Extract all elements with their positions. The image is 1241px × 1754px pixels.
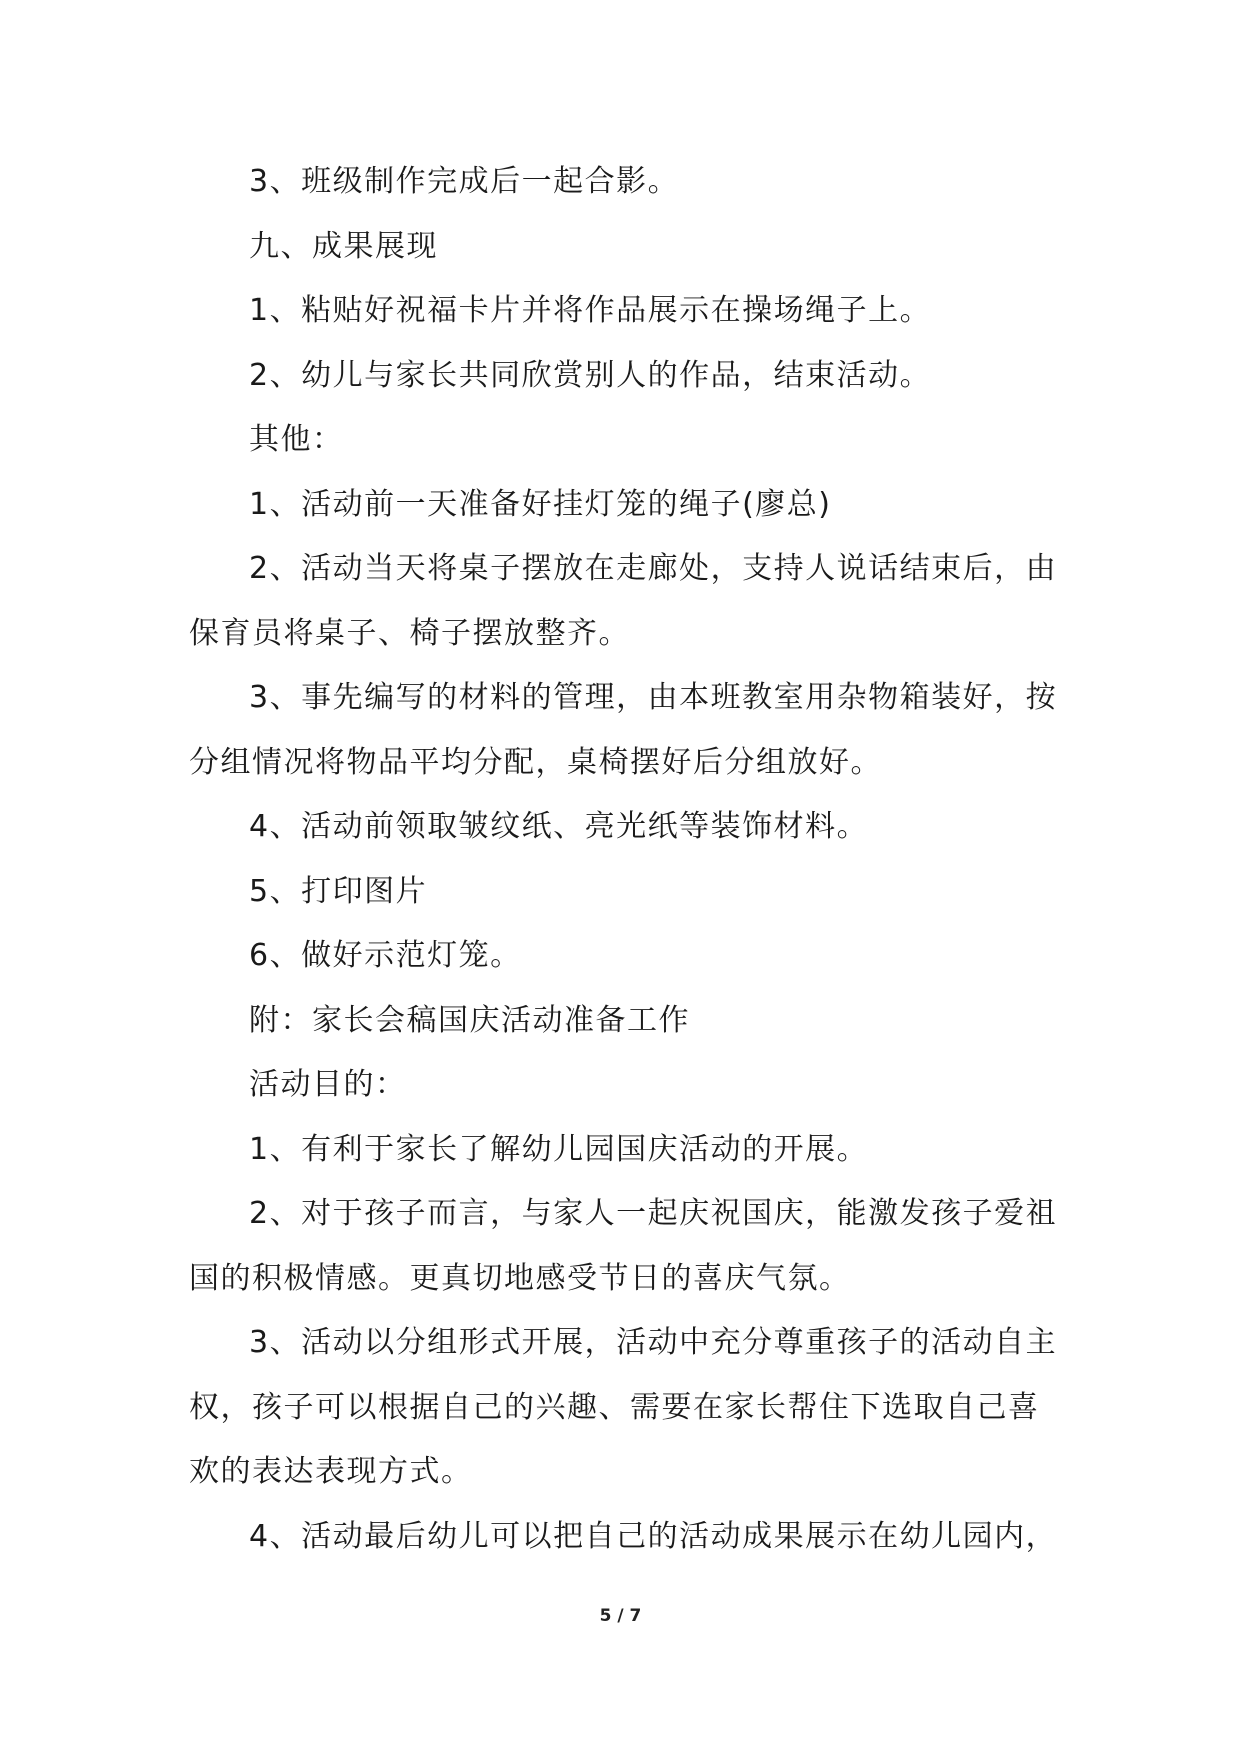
section-heading: 附：家长会稿国庆活动准备工作 (249, 1002, 690, 1038)
paragraph: 4、活动最后幼儿可以把自己的活动成果展示在幼儿园内， (249, 1518, 1058, 1554)
section-heading: 其他： (249, 422, 344, 457)
paragraph: 2、活动当天将桌子摆放在走廊处，支持人说话结束后，由保育员将桌子、椅子摆放整齐。 (189, 551, 1058, 651)
paragraph: 1、有利于家长了解幼儿园国庆活动的开展。 (249, 1131, 869, 1167)
paragraph: 1、粘贴好祝福卡片并将作品展示在操场绳子上。 (249, 293, 932, 328)
paragraph: 2、幼儿与家长共同欣赏别人的作品，结束活动。 (249, 357, 932, 393)
paragraph: 6、做好示范灯笼。 (249, 938, 522, 973)
paragraph: 1、活动前一天准备好挂灯笼的绳子(廖总) (249, 486, 832, 522)
paragraph: 3、事先编写的材料的管理，由本班教室用杂物箱装好，按分组情况将物品平均分配，桌椅摆好后分组放好。 (189, 680, 1058, 780)
paragraph: 5、打印图片 (249, 873, 428, 909)
document-body (189, 150, 1059, 1569)
paragraph: 3、班级制作完成后一起合影。 (249, 164, 680, 199)
section-heading: 活动目的： (249, 1067, 407, 1102)
paragraph: 2、对于孩子而言，与家人一起庆祝国庆，能激发孩子爱祖国的积极情感。更真切地感受节日的喜庆气氛。 (189, 1196, 1058, 1296)
paragraph: 4、活动前领取皱纹纸、亮光纸等装饰材料。 (249, 809, 869, 844)
section-heading: 九、成果展现 (249, 228, 438, 264)
page-number: 5 / 7 (599, 1606, 642, 1626)
paragraph: 3、活动以分组形式开展，活动中充分尊重孩子的活动自主权，孩子可以根据自己的兴趣、需要在家长帮住下选取自己喜欢的表达表现方式。 (189, 1325, 1058, 1489)
